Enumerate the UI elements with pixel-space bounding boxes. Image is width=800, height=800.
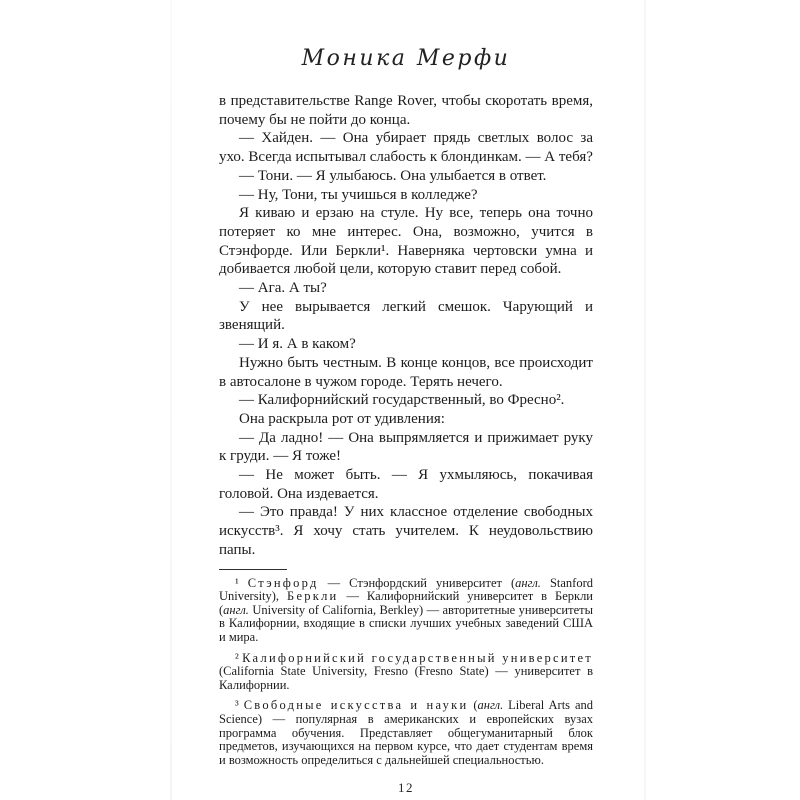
footnote-text: ( bbox=[468, 698, 478, 713]
footnote bbox=[219, 577, 593, 645]
footnote-term: Стэнфорд bbox=[247, 575, 319, 590]
footnotes bbox=[219, 577, 593, 768]
paragraph: — Ну, Тони, ты учишься в колледже? bbox=[239, 186, 478, 203]
footnote-text: ³ bbox=[235, 698, 244, 713]
footnote-text: — Калифорнийский университет в Беркли ( bbox=[219, 589, 593, 617]
paragraph: — Ага. А ты? bbox=[239, 280, 327, 297]
paragraph: Нужно быть честным. В конце концов, все происходит в автосалоне в чужом городе. Терять нечего. bbox=[219, 354, 593, 390]
footnote-text: Stanford University), bbox=[219, 575, 593, 604]
footnote-lang-label: англ. bbox=[515, 575, 541, 590]
footnote-text: — Стэнфордский университет ( bbox=[318, 575, 516, 590]
paragraph: — Хайден. — Она убирает прядь светлых волос за ухо. Всегда испытывал слабость к блондинкам. — А тебя? bbox=[219, 130, 593, 166]
footnote bbox=[219, 652, 593, 693]
paragraph: в представительстве Range Rover, чтобы скоротать время, почему бы не пойти до конца. bbox=[219, 93, 593, 128]
paragraph: — И я. А в каком? bbox=[239, 336, 356, 353]
page-number: 12 bbox=[398, 780, 414, 796]
page-scan-shadow-right bbox=[644, 0, 646, 800]
footnote-text: Liberal Arts and Science) — популярная в американских и европейских вузах программа обучения. Представляет общегуманитарный блок предметов, изучающихся на первом курсе, что дает студентам время и возможность определиться с дальнейшей специальностью. bbox=[219, 698, 594, 767]
footnote-text: ¹ bbox=[235, 575, 248, 590]
paragraph: — Не может быть. — Я ухмыляюсь, покачивая головой. Она издевается. bbox=[219, 467, 593, 502]
footnote-lang-label: англ. bbox=[477, 698, 504, 713]
footnote-lang-label: англ. bbox=[223, 602, 249, 617]
body-text bbox=[219, 92, 593, 560]
footnote-text: ² bbox=[235, 650, 243, 665]
paragraph: — Да ладно! — Она выпрямляется и прижимает руку к груди. — Я тоже! bbox=[219, 429, 593, 465]
paragraph: Я киваю и ерзаю на стуле. Ну все, теперь она точно потеряет ко мне интерес. Она, возможно, учится в Стэнфорде. Или Беркли¹. Наверняка чертовски умна и добивается любой цели, которую ставит перед собой. bbox=[219, 205, 593, 278]
running-head-author: Моника Мерфи bbox=[301, 46, 511, 71]
footnote-term: Беркли bbox=[287, 589, 339, 604]
footnote bbox=[219, 699, 593, 767]
page-scan-shadow-left bbox=[170, 0, 172, 800]
paragraph: — Тони. — Я улыбаюсь. Она улыбается в ответ. bbox=[239, 167, 547, 184]
paragraph: — Это правда! У них классное отделение свободных искусств³. Я хочу стать учителем. К неудовольствию папы. bbox=[219, 504, 593, 558]
footnote-text: University of California, Berkley) — авторитетные университеты в Калифорнии, входящие в списки лучших учебных заведений США и мира. bbox=[219, 602, 593, 644]
paragraph: Она раскрыла рот от удивления: bbox=[239, 410, 445, 427]
paragraph: У нее вырывается легкий смешок. Чарующий и звенящий. bbox=[219, 298, 593, 334]
footnote-separator bbox=[219, 569, 287, 570]
footnote-term: Свободные искусства и науки bbox=[243, 698, 469, 713]
footnote-term: Калифорнийский государственный университет bbox=[242, 650, 593, 665]
footnote-text: (California State University, Fresno (Fresno State) — университет в Калифорнии. bbox=[219, 664, 593, 692]
paragraph: — Калифорнийский государственный, во Фресно². bbox=[239, 392, 565, 409]
text-block bbox=[219, 0, 593, 796]
